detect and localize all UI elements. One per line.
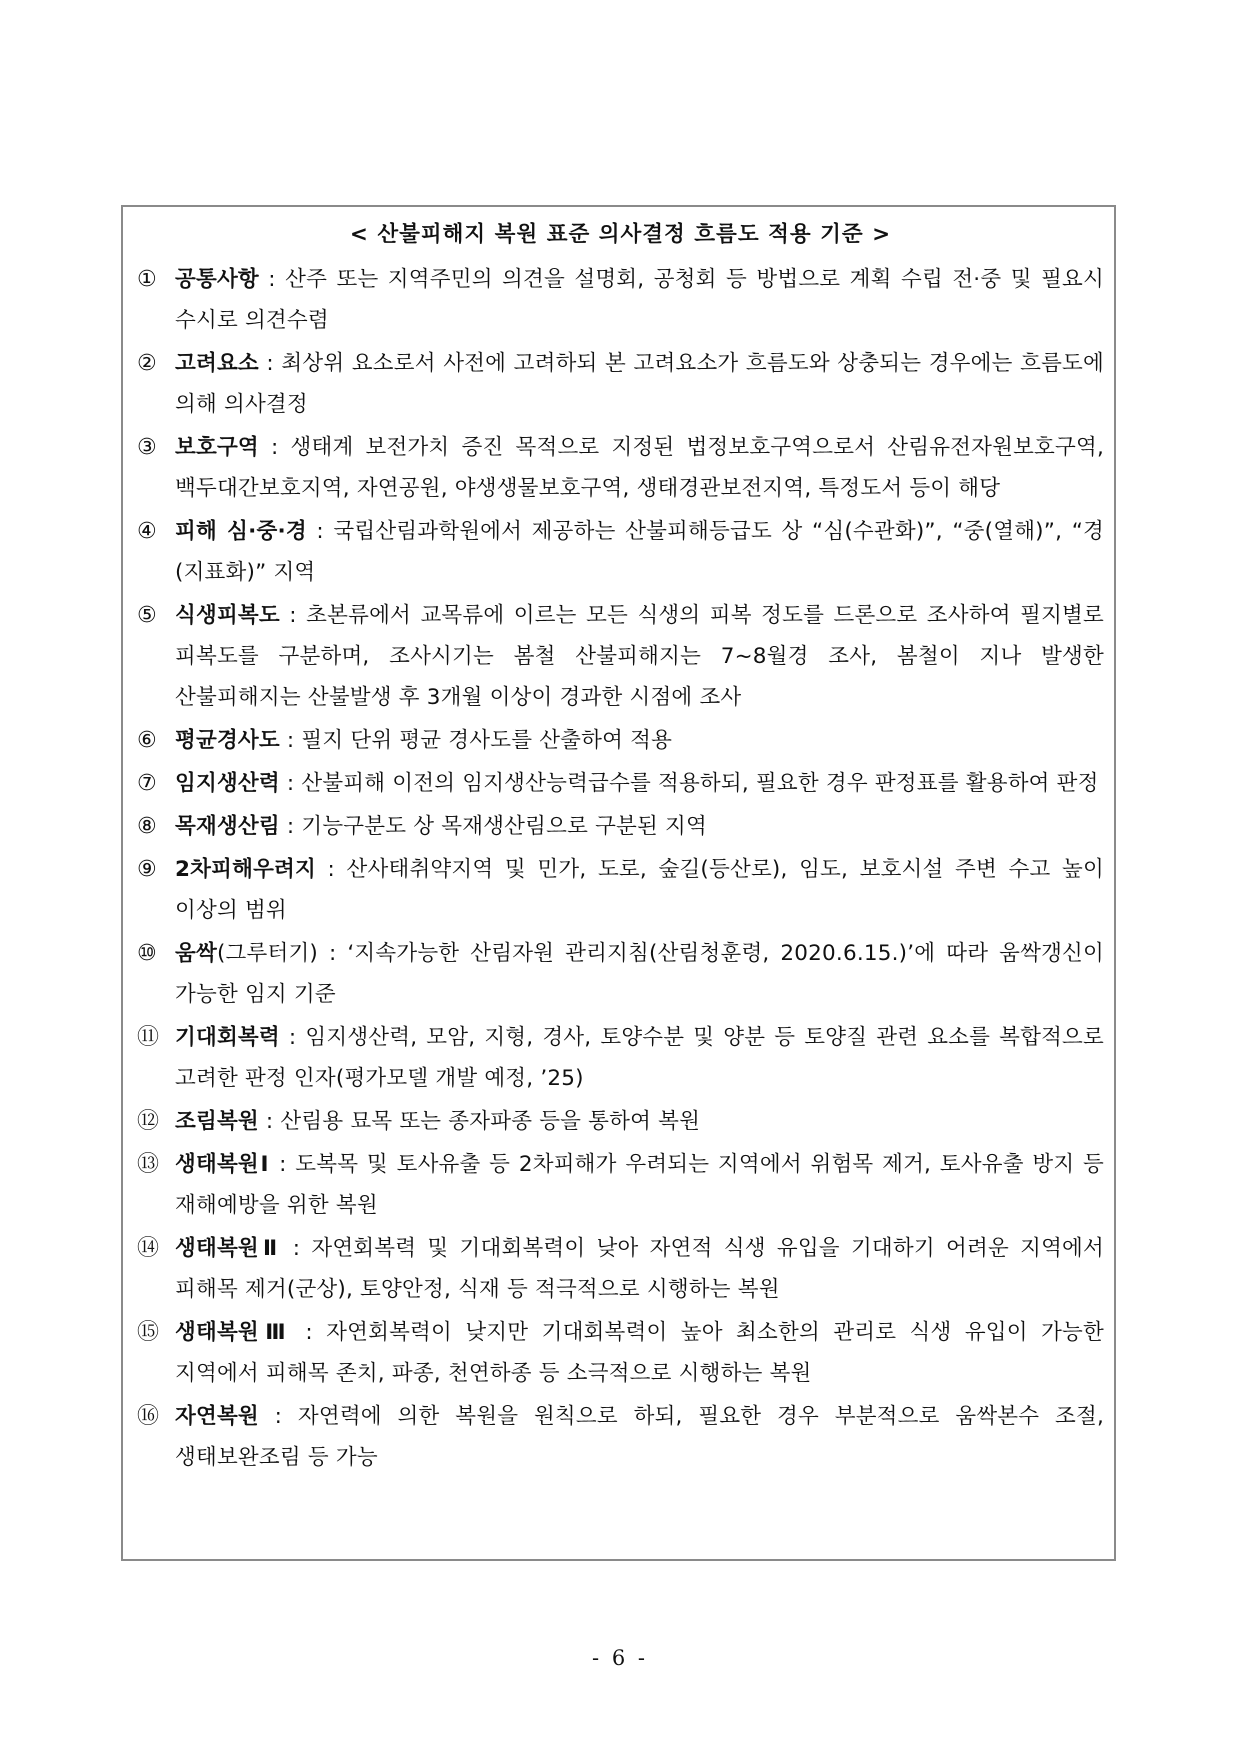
criteria-box xyxy=(121,205,1116,1561)
item-text: : 최상위 요소로서 사전에 고려하되 본 고려요소가 흐름도와 상충되는 경우에는 흐름도에 의해 의사결정 xyxy=(175,351,1104,417)
item-number: ⑦ xyxy=(137,771,157,796)
list-item xyxy=(137,427,1104,509)
list-item xyxy=(137,849,1104,931)
item-term: 식생피복도 xyxy=(175,603,280,628)
item-term: 생태복원Ⅲ xyxy=(175,1320,293,1345)
item-number: ⑮ xyxy=(137,1320,160,1345)
item-text: : 산사태취약지역 및 민가, 도로, 숲길(등산로), 임도, 보호시설 주변 수고 높이 이상의 범위 xyxy=(175,857,1104,923)
item-term: 고려요소 xyxy=(175,351,259,376)
list-item xyxy=(137,343,1104,425)
item-term: 움싹 xyxy=(175,941,217,966)
item-text: : 자연회복력 및 기대회복력이 낮아 자연적 식생 유입을 기대하기 어려운 지역에서 피해목 제거(군상), 토양안정, 식재 등 적극적으로 시행하는 복원 xyxy=(175,1236,1104,1302)
item-number: ⑬ xyxy=(137,1152,160,1177)
item-term: 임지생산력 xyxy=(175,771,280,796)
item-number: ⑥ xyxy=(137,728,157,753)
item-number: ④ xyxy=(137,519,157,544)
list-item xyxy=(137,763,1104,804)
item-number: ② xyxy=(137,351,157,376)
item-text: : 산불피해 이전의 임지생산능력급수를 적용하되, 필요한 경우 판정표를 활용하여 판정 xyxy=(279,771,1099,796)
item-term: 평균경사도 xyxy=(175,728,280,753)
item-term: 조림복원 xyxy=(175,1109,259,1134)
item-term: 피해 심·중·경 xyxy=(175,519,307,544)
item-number: ⑭ xyxy=(137,1236,160,1261)
item-text: : 생태계 보전가치 증진 목적으로 지정된 법정보호구역으로서 산림유전자원보호구역, 백두대간보호지역, 자연공원, 야생생물보호구역, 생태경관보전지역, 특정도서 등이 해당 xyxy=(175,435,1104,501)
list-item xyxy=(137,259,1104,341)
item-text: : 임지생산력, 모암, 지형, 경사, 토양수분 및 양분 등 토양질 관련 요소를 복합적으로 고려한 판정 인자(평가모델 개발 예정, ’25) xyxy=(175,1025,1104,1091)
item-term: 공통사항 xyxy=(175,267,259,292)
item-number: ⑪ xyxy=(137,1025,160,1050)
item-number: ⑩ xyxy=(137,941,157,966)
item-text: (그루터기) : ‘지속가능한 산림자원 관리지침(산림청훈령, 2020.6.15.)’에 따라 움싹갱신이 가능한 임지 기준 xyxy=(175,941,1104,1007)
box-title: < 산불피해지 복원 표준 의사결정 흐름도 적용 기준 > xyxy=(349,222,892,247)
page-number: - 6 - xyxy=(592,1646,648,1670)
item-term: 기대회복력 xyxy=(175,1025,280,1050)
item-text: : 자연회복력이 낮지만 기대회복력이 높아 최소한의 관리로 식생 유입이 가능한 지역에서 피해목 존치, 파종, 천연하종 등 소극적으로 시행하는 복원 xyxy=(175,1320,1104,1386)
list-item xyxy=(137,1144,1104,1226)
item-number: ⑨ xyxy=(137,857,157,882)
item-text: : 국립산림과학원에서 제공하는 산불피해등급도 상 “심(수관화)”, “중(열해)”, “경(지표화)” 지역 xyxy=(175,519,1105,585)
list-item xyxy=(137,1228,1104,1310)
list-item xyxy=(137,933,1104,1015)
list-item xyxy=(137,1396,1104,1478)
list-item xyxy=(137,511,1104,593)
item-text: : 산주 또는 지역주민의 의견을 설명회, 공청회 등 방법으로 계획 수립 전·중 및 필요시 수시로 의견수렴 xyxy=(175,267,1104,333)
list-item xyxy=(137,1101,1104,1142)
item-term: 보호구역 xyxy=(175,435,259,460)
item-number: ⑫ xyxy=(137,1109,160,1134)
item-term: 생태복원Ⅰ xyxy=(175,1152,271,1177)
item-number: ⑤ xyxy=(137,603,157,628)
item-number: ⑧ xyxy=(137,814,157,839)
list-item xyxy=(137,1017,1104,1099)
item-term: 2차피해우려지 xyxy=(175,857,316,882)
item-text: : 초본류에서 교목류에 이르는 모든 식생의 피복 정도를 드론으로 조사하여 필지별로 피복도를 구분하며, 조사시기는 봄철 산불피해지는 7~8월경 조사, 봄철이 지나 발생한 산불피해지는 산불발생 후 3개월 이상이 경과한 시점에 조사 xyxy=(175,603,1104,710)
item-number: ③ xyxy=(137,435,157,460)
item-number: ① xyxy=(137,267,157,292)
item-term: 생태복원Ⅱ xyxy=(175,1236,282,1261)
item-term: 자연복원 xyxy=(175,1404,259,1429)
item-text: : 자연력에 의한 복원을 원칙으로 하되, 필요한 경우 부분적으로 움싹본수 조절, 생태보완조림 등 가능 xyxy=(175,1404,1104,1470)
item-text: : 도복목 및 토사유출 등 2차피해가 우려되는 지역에서 위험목 제거, 토사유출 방지 등 재해예방을 위한 복원 xyxy=(175,1152,1104,1218)
list-item xyxy=(137,806,1104,847)
item-text: : 산림용 묘목 또는 종자파종 등을 통하여 복원 xyxy=(258,1109,701,1134)
item-text: : 기능구분도 상 목재생산림으로 구분된 지역 xyxy=(279,814,707,839)
item-number: ⑯ xyxy=(137,1404,160,1429)
list-item xyxy=(137,1312,1104,1394)
item-text: : 필지 단위 평균 경사도를 산출하여 적용 xyxy=(279,728,673,753)
list-item xyxy=(137,595,1104,718)
item-term: 목재생산림 xyxy=(175,814,280,839)
list-item xyxy=(137,720,1104,761)
